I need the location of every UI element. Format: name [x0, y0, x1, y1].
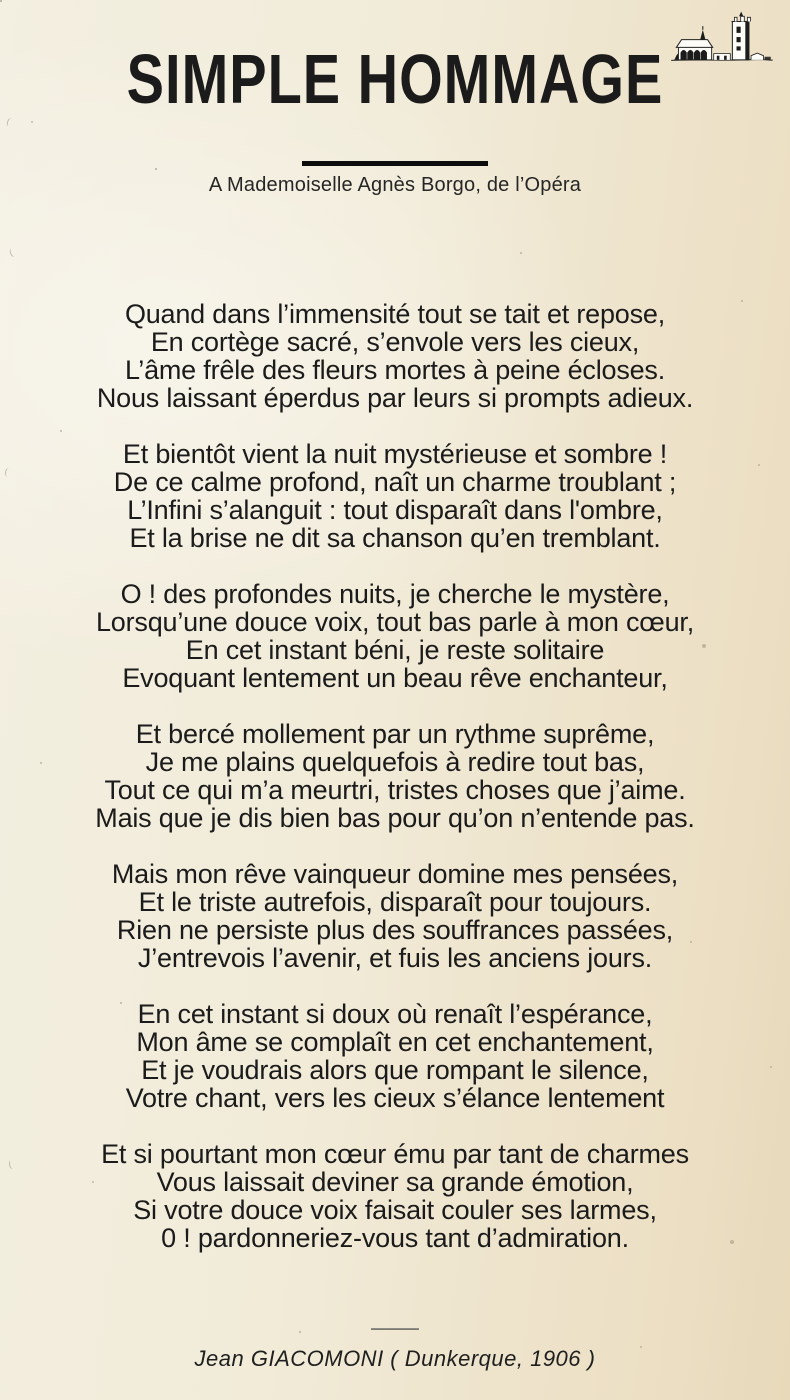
poem-line: Et la brise ne dit sa chanson qu’en tremblant.	[129, 523, 661, 553]
poem-line: Vous laissait deviner sa grande émotion,	[156, 1167, 634, 1197]
poem-stanza-5	[0, 860, 790, 972]
poem-line: Et bientôt vient la nuit mystérieuse et sombre !	[122, 439, 668, 469]
poem-line: Et bercé mollement par un rythme suprême,	[135, 719, 655, 749]
author-signature: Jean GIACOMONI ( Dunkerque, 1906 )	[194, 1346, 596, 1371]
poem-line: En cet instant si doux où renaît l’espérance,	[137, 999, 653, 1029]
poem-stanza-2	[0, 440, 790, 552]
poem-line: Lorsqu’une douce voix, tout bas parle à mon cœur,	[95, 607, 695, 637]
poem-stanza-6	[0, 1000, 790, 1112]
poem-line: Votre chant, vers les cieux s’élance lentement	[125, 1083, 665, 1113]
poem-line: 0 ! pardonneriez-vous tant d’admiration.	[161, 1223, 629, 1253]
poem-line: Je me plains quelquefois à redire tout bas,	[145, 747, 645, 777]
poem-line: L’âme frêle des fleurs mortes à peine écloses.	[124, 355, 666, 385]
poem-line: Et si pourtant mon cœur ému par tant de charmes	[101, 1139, 689, 1169]
poem-line: Rien ne persiste plus des souffrances passées,	[116, 915, 674, 945]
poem-line: Et le triste autrefois, disparaît pour toujours.	[138, 887, 652, 917]
poem-line: Tout ce qui m’a meurtri, tristes choses que j’aime.	[104, 775, 686, 805]
poem-line: L’Infini s’alanguit : tout disparaît dans l'ombre,	[127, 495, 663, 525]
poem-body	[0, 300, 790, 1280]
poem-stanza-3	[0, 580, 790, 692]
poem-line: Et je voudrais alors que rompant le silence,	[141, 1055, 649, 1085]
poem-line: En cortège sacré, s’envole vers les cieux,	[150, 327, 640, 357]
poem-line: Mais que je dis bien bas pour qu’on n’entende pas.	[95, 803, 695, 833]
poem-line: J’entrevois l’avenir, et fuis les anciens jours.	[137, 943, 653, 973]
poem-line: Si votre douce voix faisait couler ses larmes,	[133, 1195, 657, 1225]
poem-stanza-7	[0, 1140, 790, 1252]
page-title-text: SIMPLE HOMMAGE	[126, 39, 664, 118]
paper-mark	[9, 247, 18, 258]
poem-line: Quand dans l’immensité tout se tait et repose,	[124, 299, 666, 329]
dedication: A Mademoiselle Agnès Borgo, de l’Opéra	[208, 174, 582, 196]
page-title	[0, 39, 790, 118]
poem-line: Mais mon rêve vainqueur domine mes pensées,	[111, 859, 679, 889]
poem-stanza-4	[0, 720, 790, 832]
poem-line: De ce calme profond, naît un charme troublant ;	[113, 467, 677, 497]
paper-mark	[6, 117, 14, 127]
poem-line: Evoquant lentement un beau rêve enchanteur,	[122, 663, 668, 693]
poem-line: Nous laissant éperdus par leurs si prompts adieux.	[96, 383, 694, 413]
title-divider	[302, 161, 488, 166]
poem-stanza-1	[0, 300, 790, 412]
footer-divider	[371, 1328, 419, 1330]
poem-line: O ! des profondes nuits, je cherche le mystère,	[120, 579, 670, 609]
poem-line: En cet instant béni, je reste solitaire	[185, 635, 605, 665]
poem-line: Mon âme se complaît en cet enchantement,	[136, 1027, 654, 1057]
